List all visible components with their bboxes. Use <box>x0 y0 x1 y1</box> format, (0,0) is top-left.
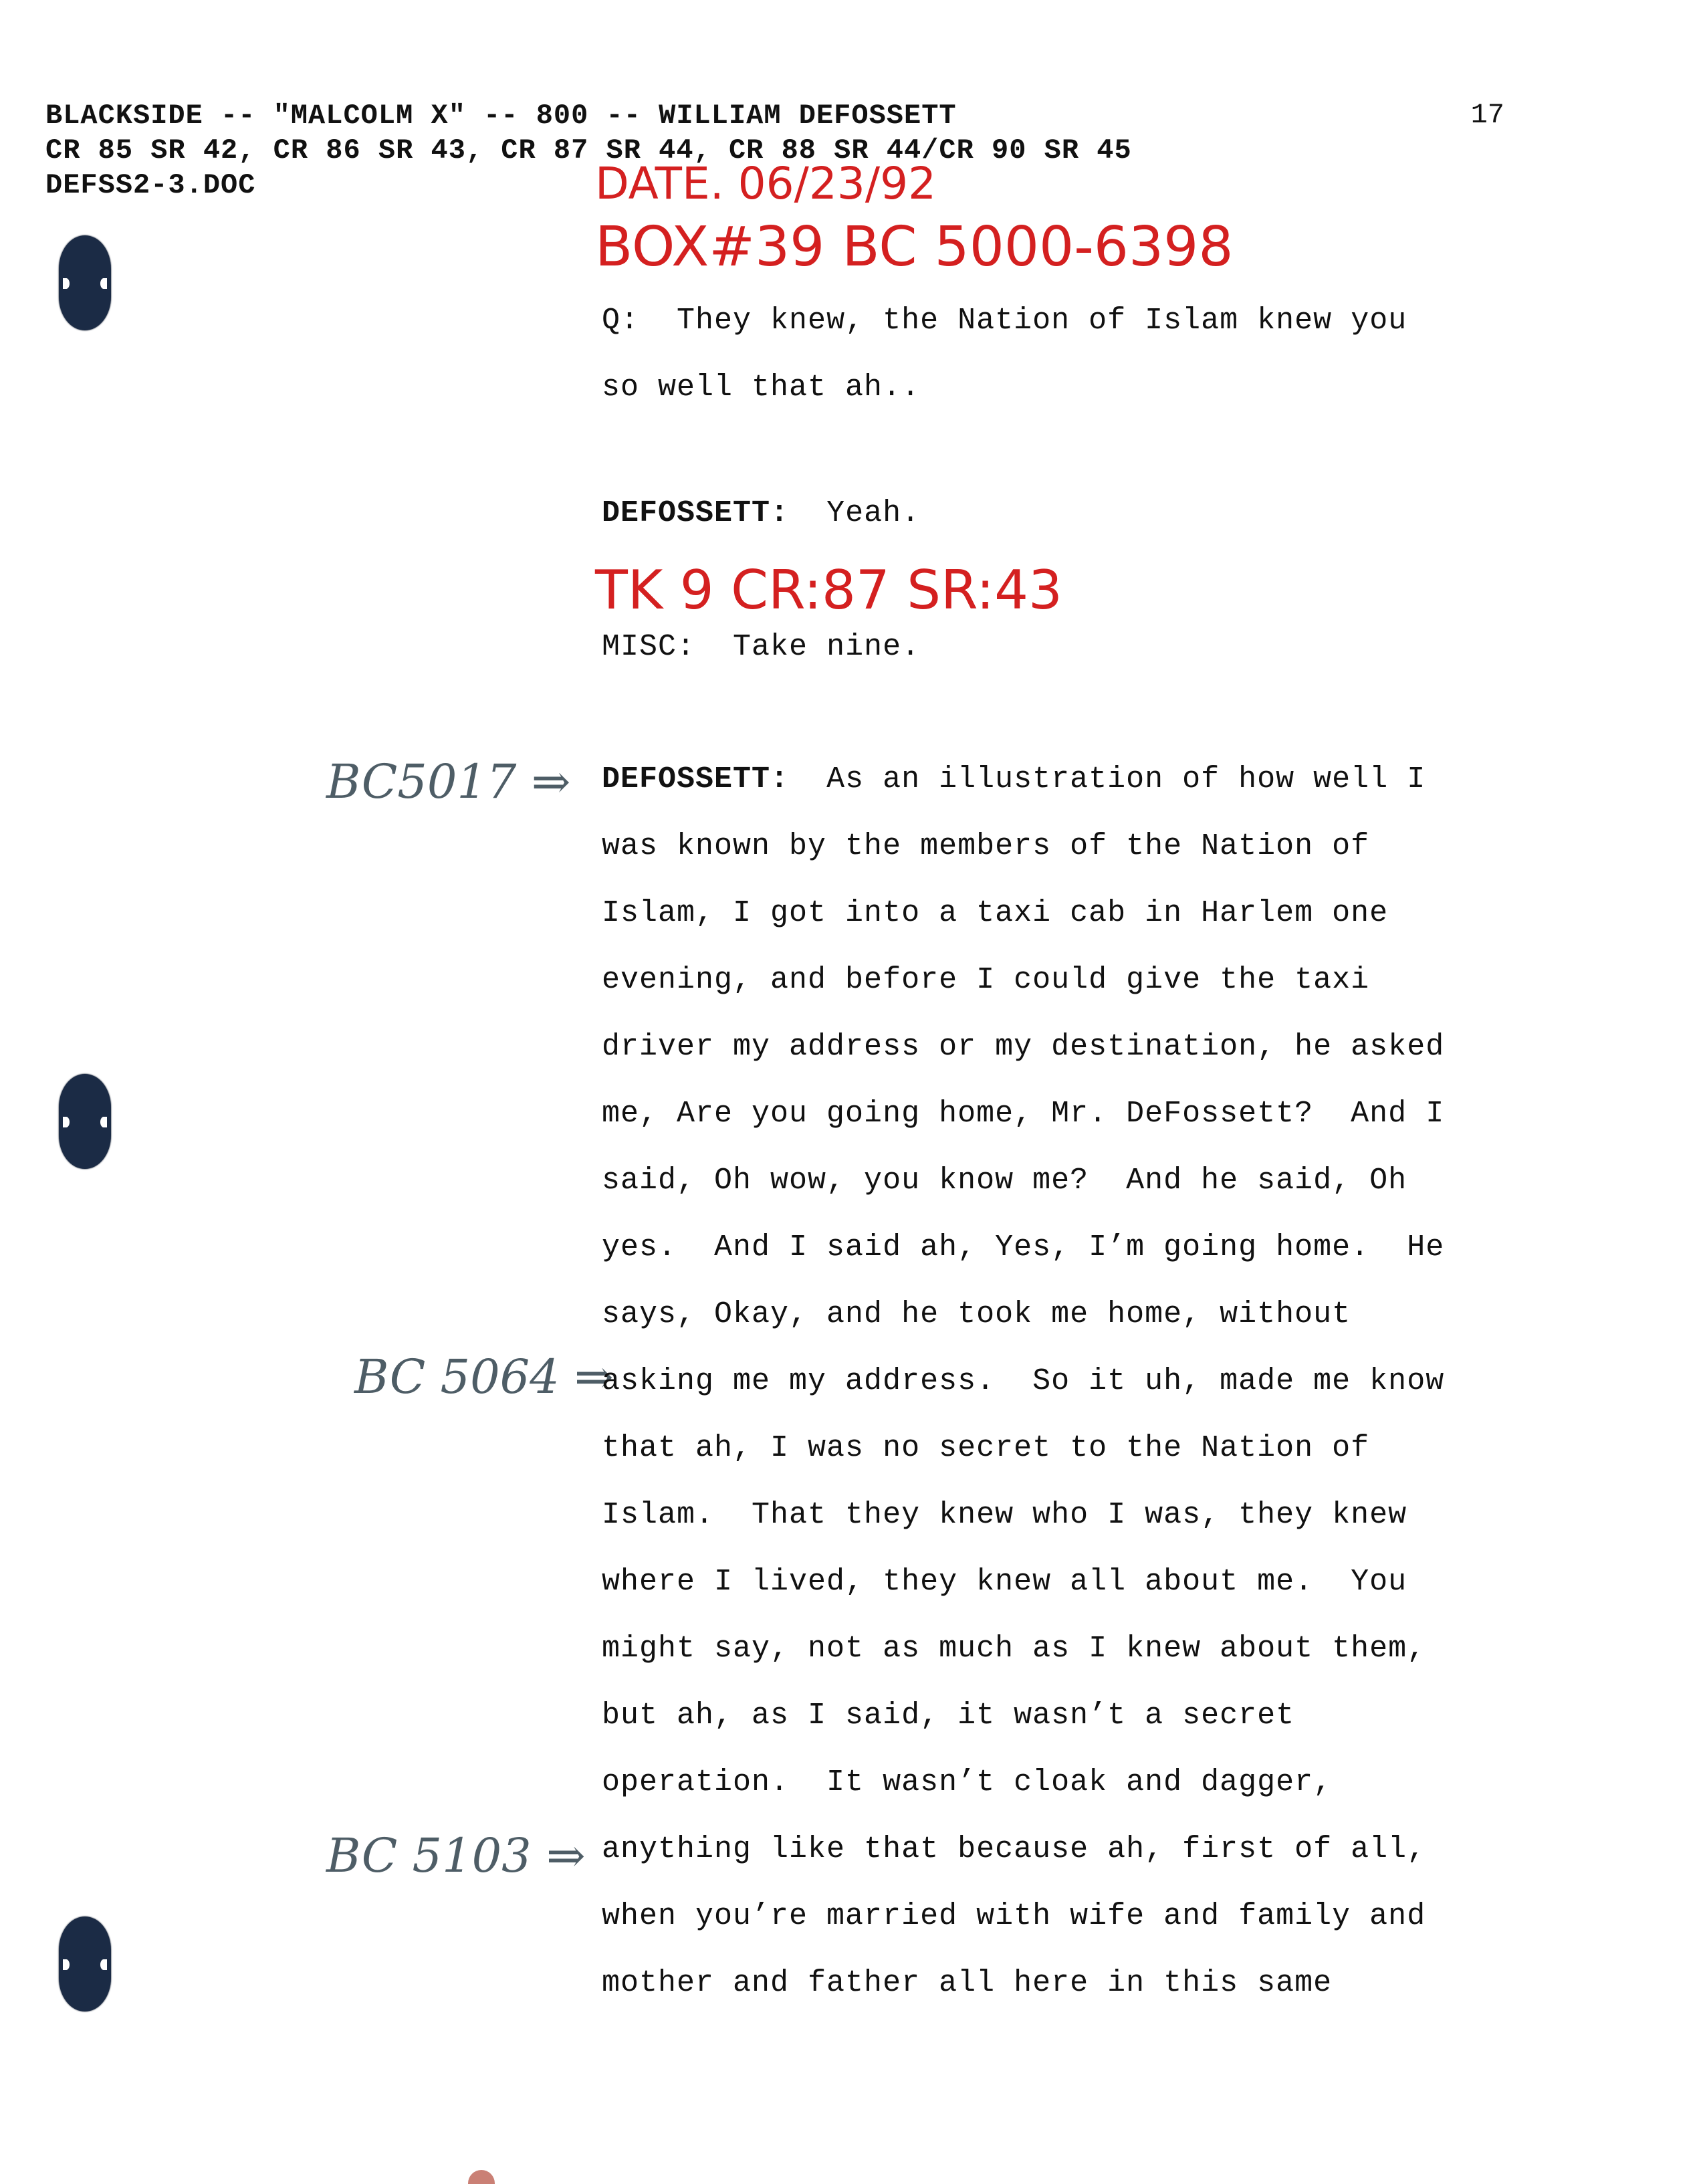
answer-text: As an illustration of how well I <box>826 762 1426 796</box>
arrow-icon: ⇒ <box>574 1349 614 1404</box>
arrow-icon: ⇒ <box>546 1828 586 1883</box>
punch-hole <box>59 1074 111 1169</box>
pencil-bc-label: BC 5064 <box>354 1349 560 1404</box>
question-line <box>602 288 1551 354</box>
handwritten-take-reel: TK 9 CR:87 SR:43 <box>595 559 1062 621</box>
pencil-bc-label: BC5017 <box>326 754 517 809</box>
question-line: so well that ah.. <box>602 370 921 405</box>
header-filename: DEFSS2-3.DOC <box>45 169 256 201</box>
pencil-bc-note <box>326 754 570 809</box>
answer-line: driver my address or my destination, he asked <box>602 1030 1445 1064</box>
pencil-bc-note <box>326 1828 586 1883</box>
handwritten-box-range: BOX#39 BC 5000-6398 <box>595 215 1234 279</box>
speaker-label: DEFOSSETT: <box>602 762 790 796</box>
pencil-bc-label: BC 5103 <box>326 1828 532 1883</box>
transcript-reply <box>602 480 1551 547</box>
reply-text: Yeah. <box>826 496 921 530</box>
misc-line <box>602 614 1551 681</box>
handwritten-date: DATE. 06/23/92 <box>595 158 937 209</box>
answer-line: might say, not as much as I knew about them, <box>602 1632 1426 1666</box>
misc-text: Take nine. <box>733 630 921 664</box>
answer-line: but ah, as I said, it wasn’t a secret <box>602 1699 1295 1733</box>
answer-line: Islam, I got into a taxi cab in Harlem one <box>602 896 1389 930</box>
answer-line: mother and father all here in this same <box>602 1966 1333 2000</box>
answer-line: when you’re married with wife and family and <box>602 1899 1426 1933</box>
punch-hole <box>59 1917 111 2011</box>
speaker-label: MISC: <box>602 630 696 664</box>
answer-line: that ah, I was no secret to the Nation of <box>602 1431 1370 1465</box>
transcript-question <box>602 288 1551 421</box>
answer-line: where I lived, they knew all about me. You <box>602 1565 1407 1599</box>
speaker-label: DEFOSSETT: <box>602 496 790 530</box>
question-text: They knew, the Nation of Islam knew you <box>677 304 1407 338</box>
transcript-answer <box>602 746 1551 2017</box>
transcript-misc <box>602 614 1551 681</box>
punch-hole <box>59 235 111 330</box>
pencil-bc-note <box>354 1349 614 1404</box>
answer-line <box>602 746 1551 813</box>
answer-line: Islam. That they knew who I was, they knew <box>602 1498 1407 1532</box>
answer-line: said, Oh wow, you know me? And he said, Oh <box>602 1164 1407 1198</box>
answer-line: operation. It wasn’t cloak and dagger, <box>602 1765 1333 1799</box>
partial-stamp-mark <box>468 2170 495 2184</box>
speaker-label: Q: <box>602 304 640 338</box>
answer-line: yes. And I said ah, Yes, I’m going home. He <box>602 1230 1445 1265</box>
header-title-line: BLACKSIDE -- "MALCOLM X" -- 800 -- WILLIAM DEFOSSETT <box>45 100 957 132</box>
page-number: 17 <box>1470 99 1504 131</box>
answer-line: says, Okay, and he took me home, without <box>602 1297 1351 1331</box>
answer-line: anything like that because ah, first of all, <box>602 1832 1426 1866</box>
arrow-icon: ⇒ <box>531 754 571 809</box>
answer-line: was known by the members of the Nation of <box>602 829 1370 863</box>
answer-line: me, Are you going home, Mr. DeFossett? And I <box>602 1097 1445 1131</box>
answer-line: asking me my address. So it uh, made me know <box>602 1364 1445 1398</box>
header-reel-line: CR 85 SR 42, CR 86 SR 43, CR 87 SR 44, CR 88 SR 44/CR 90 SR 45 <box>45 134 1132 167</box>
answer-line: evening, and before I could give the taxi <box>602 963 1370 997</box>
reply-line <box>602 480 1551 547</box>
